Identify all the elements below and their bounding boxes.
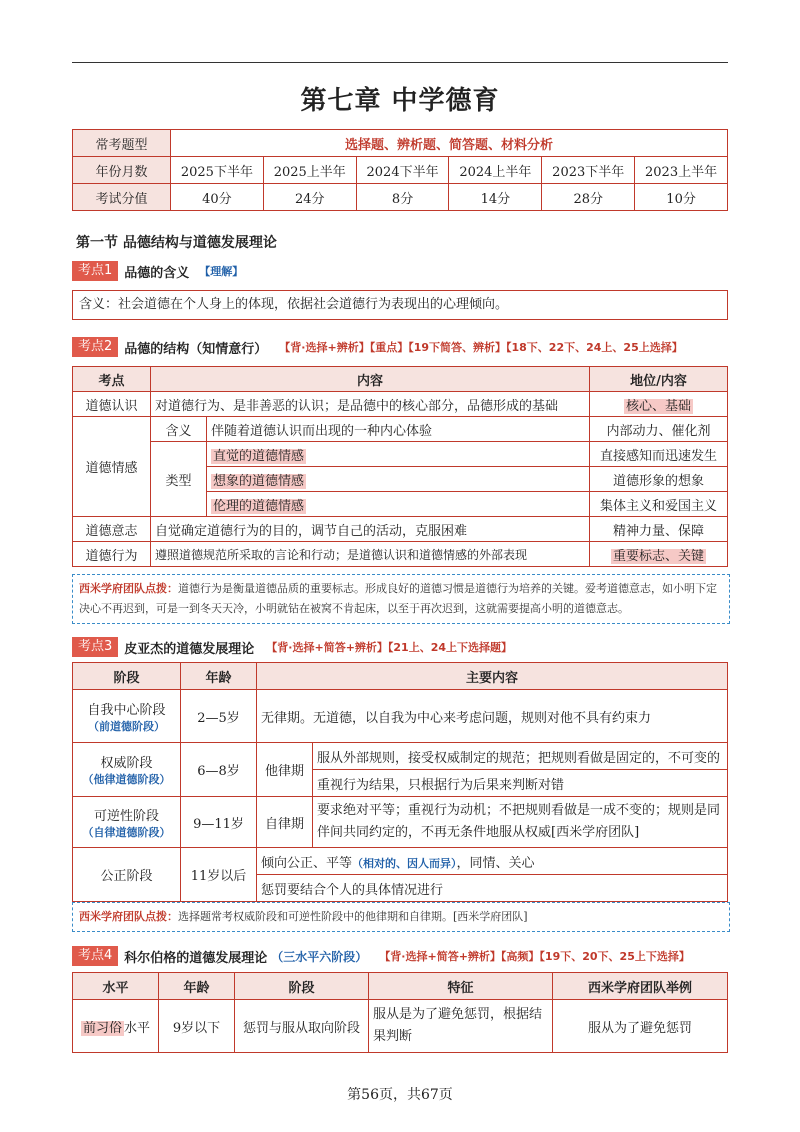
- sub-label: 类型: [151, 442, 207, 517]
- stage-cell: [73, 690, 181, 743]
- table-row: [73, 417, 728, 442]
- row-point: 道德意志: [73, 517, 151, 542]
- tip-box: [72, 902, 730, 932]
- column-header: 特征: [369, 973, 553, 1000]
- key-point-subtitle: （三水平六阶段）: [271, 949, 368, 964]
- key-point-badge: 考点1: [72, 261, 118, 281]
- key-point-title: 品德的结构（知情意行）: [124, 341, 268, 357]
- age-cell: 9岁以下: [159, 1000, 235, 1053]
- content-text: 倾向公正、平等: [261, 855, 353, 871]
- score-cell: 24分: [263, 184, 356, 211]
- table-row: [73, 690, 728, 743]
- row-label: 考试分值: [73, 184, 171, 211]
- table-header-row: [73, 973, 728, 1000]
- year-cell: 2024上半年: [449, 157, 542, 184]
- content-cell: 服从外部规则，接受权威制定的规范；把规则看做是固定的，不可变的: [313, 743, 728, 770]
- level-cell: [73, 1000, 159, 1053]
- column-header: 水平: [73, 973, 159, 1000]
- table-header-row: [73, 663, 728, 690]
- content-cell: 无律期。无道德，以自我为中心来考虑问题，规则对他不具有约束力: [257, 690, 728, 743]
- page-footer: 第56页，共67页: [347, 1087, 453, 1103]
- row-label: 年份月数: [73, 157, 171, 184]
- key-point-4-heading: [72, 946, 690, 966]
- row-content: 对道德行为、是非善恶的认识；是品德中的核心部分，品德形成的基础: [151, 392, 590, 417]
- table-row: [73, 743, 728, 770]
- stage-name: 权威阶段: [100, 756, 153, 771]
- row-role: 内部动力、催化剂: [590, 417, 728, 442]
- row-content: 自觉确定道德行为的目的，调节自己的活动，克服困难: [151, 517, 590, 542]
- row-content: 遵照道德规范所采取的言论和行动；是道德认识和道德情感的外部表现: [151, 542, 590, 567]
- key-point-3-heading: [72, 637, 512, 657]
- table-row: [73, 157, 728, 184]
- row-role: 精神力量、保障: [590, 517, 728, 542]
- row-role: [590, 392, 728, 417]
- tip-lead: 西米学府团队点拨：: [79, 582, 178, 595]
- stage-name: 自我中心阶段: [87, 702, 166, 718]
- stage-cell: 公正阶段: [73, 848, 181, 902]
- table-row: [73, 130, 728, 157]
- highlight: 核心、基础: [625, 398, 691, 414]
- age-cell: 6—8岁: [181, 743, 257, 797]
- year-cell: 2025下半年: [171, 157, 264, 184]
- moral-structure-table: [72, 366, 728, 567]
- column-header: 主要内容: [257, 663, 728, 690]
- exam-info-table: [72, 129, 728, 211]
- table-row: [73, 848, 728, 875]
- table-row: [73, 797, 728, 848]
- score-cell: 10分: [635, 184, 728, 211]
- row-point: 道德情感: [73, 417, 151, 517]
- score-cell: 14分: [449, 184, 542, 211]
- table-row: [73, 1000, 728, 1053]
- score-cell: 40分: [171, 184, 264, 211]
- content-cell: 要求绝对平等；重视行为动机；不把规则看做是一成不变的；规则是同伴间共同约定的，不再无条件地服从权威[西米学府团队]: [313, 797, 728, 848]
- table-row: [73, 442, 728, 467]
- column-header: 地位/内容: [590, 367, 728, 392]
- level-text: 水平: [124, 1020, 151, 1036]
- tip-text: 道德行为是衡量道德品质的重要标志。形成良好的道德习惯是道德行为培养的关键。爱考道德意志，如小明下定决心不再迟到，可是一到冬天天冷，小明就钻在被窝不肯起床，以至于再次迟到，这就需要提高小明的道德意志。: [79, 582, 717, 615]
- year-cell: 2023下半年: [542, 157, 635, 184]
- top-rule: [72, 62, 728, 63]
- age-cell: 9—11岁: [181, 797, 257, 848]
- section-title: 第一节 品德结构与道德发展理论: [76, 235, 277, 251]
- row-role: 道德形象的想象: [590, 467, 728, 492]
- column-header: 阶段: [235, 973, 369, 1000]
- definition-box: 含义：社会道德在个人身上的体现，依据社会道德行为表现出的心理倾向。: [72, 290, 728, 320]
- feature-cell: 服从是为了避免惩罚，根据结果判断: [369, 1000, 553, 1053]
- row-role: [590, 542, 728, 567]
- year-cell: 2024下半年: [356, 157, 449, 184]
- key-point-badge: 考点2: [72, 337, 118, 357]
- row-role: 集体主义和爱国主义: [590, 492, 728, 517]
- column-header: 阶段: [73, 663, 181, 690]
- highlight: 直觉的道德情感: [213, 448, 305, 464]
- table-row: [73, 517, 728, 542]
- highlight: 重要标志、关键: [612, 548, 704, 564]
- stage-sub: （自律道德阶段）: [82, 825, 171, 839]
- highlight: 想象的道德情感: [213, 473, 305, 489]
- year-cell: 2025上半年: [263, 157, 356, 184]
- column-header: 内容: [151, 367, 590, 392]
- stage-cell: [73, 743, 181, 797]
- content-cell: 重视行为结果，只根据行为后果来判断对错: [313, 770, 728, 797]
- period-cell: 他律期: [257, 743, 313, 797]
- content-emphasis: （相对的、因人而异）: [352, 856, 457, 870]
- row-point: 道德行为: [73, 542, 151, 567]
- key-point-2-heading: [72, 337, 683, 357]
- row-content: 伴随着道德认识而出现的一种内心体验: [207, 417, 590, 442]
- score-cell: 28分: [542, 184, 635, 211]
- stage-sub: （他律道德阶段）: [82, 773, 171, 786]
- year-cell: 2023上半年: [635, 157, 728, 184]
- row-label: 常考题型: [73, 130, 171, 157]
- content-cell: [257, 848, 728, 875]
- tip-lead: 西米学府团队点拨：: [79, 910, 178, 923]
- table-row: [73, 184, 728, 211]
- highlight: 前习俗: [82, 1020, 122, 1036]
- stage-sub: （前道德阶段）: [88, 719, 165, 733]
- key-point-tag: 【理解】: [199, 265, 244, 278]
- row-content: [207, 442, 590, 467]
- stage-cell: 惩罚与服从取向阶段: [235, 1000, 369, 1053]
- row-content: [207, 492, 590, 517]
- column-header: 年龄: [159, 973, 235, 1000]
- sub-label: 含义: [151, 417, 207, 442]
- piaget-table: [72, 662, 728, 902]
- example-cell: 服从为了避免惩罚: [553, 1000, 728, 1053]
- column-header: 考点: [73, 367, 151, 392]
- key-point-badge: 考点3: [72, 637, 118, 657]
- key-point-title: 品德的含义: [124, 265, 190, 281]
- key-point-badge: 考点4: [72, 946, 118, 966]
- key-point-title: 科尔伯格的道德发展理论: [124, 950, 268, 966]
- key-point-tag: 【背·选择+简答+辨析】【21上、24上下选择题】: [266, 641, 513, 654]
- period-cell: 自律期: [257, 797, 313, 848]
- kohlberg-table: [72, 972, 728, 1053]
- stage-name: 可逆性阶段: [93, 808, 159, 824]
- key-point-tag: 【背·选择+简答+辨析】【高频】【19下、20下、25上下选择】: [379, 950, 690, 963]
- key-point-1-heading: [72, 261, 243, 281]
- score-cell: 8分: [356, 184, 449, 211]
- tip-text: 选择题常考权威阶段和可逆性阶段中的他律期和自律期。[西米学府团队]: [178, 910, 528, 923]
- row-role: 直接感知而迅速发生: [590, 442, 728, 467]
- column-header: 年龄: [181, 663, 257, 690]
- highlight: 伦理的道德情感: [213, 498, 305, 514]
- table-row: [73, 542, 728, 567]
- key-point-tag: 【背·选择+辨析】【重点】【19下简答、辨析】【18下、22下、24上、25上选择】: [279, 341, 683, 354]
- content-text: ，同情、关心: [456, 855, 535, 871]
- row-content: [207, 467, 590, 492]
- question-types: 选择题、辨析题、简答题、材料分析: [171, 130, 728, 157]
- tip-box: [72, 574, 730, 624]
- table-header-row: [73, 367, 728, 392]
- key-point-title: 皮亚杰的道德发展理论: [124, 641, 255, 657]
- age-cell: 11岁以后: [181, 848, 257, 902]
- page-title: 第七章 中学德育: [300, 86, 500, 116]
- age-cell: 2—5岁: [181, 690, 257, 743]
- stage-cell: [73, 797, 181, 848]
- column-header: 西米学府团队举例: [553, 973, 728, 1000]
- content-cell: 惩罚要结合个人的具体情况进行: [257, 875, 728, 902]
- row-point: 道德认识: [73, 392, 151, 417]
- table-row: [73, 392, 728, 417]
